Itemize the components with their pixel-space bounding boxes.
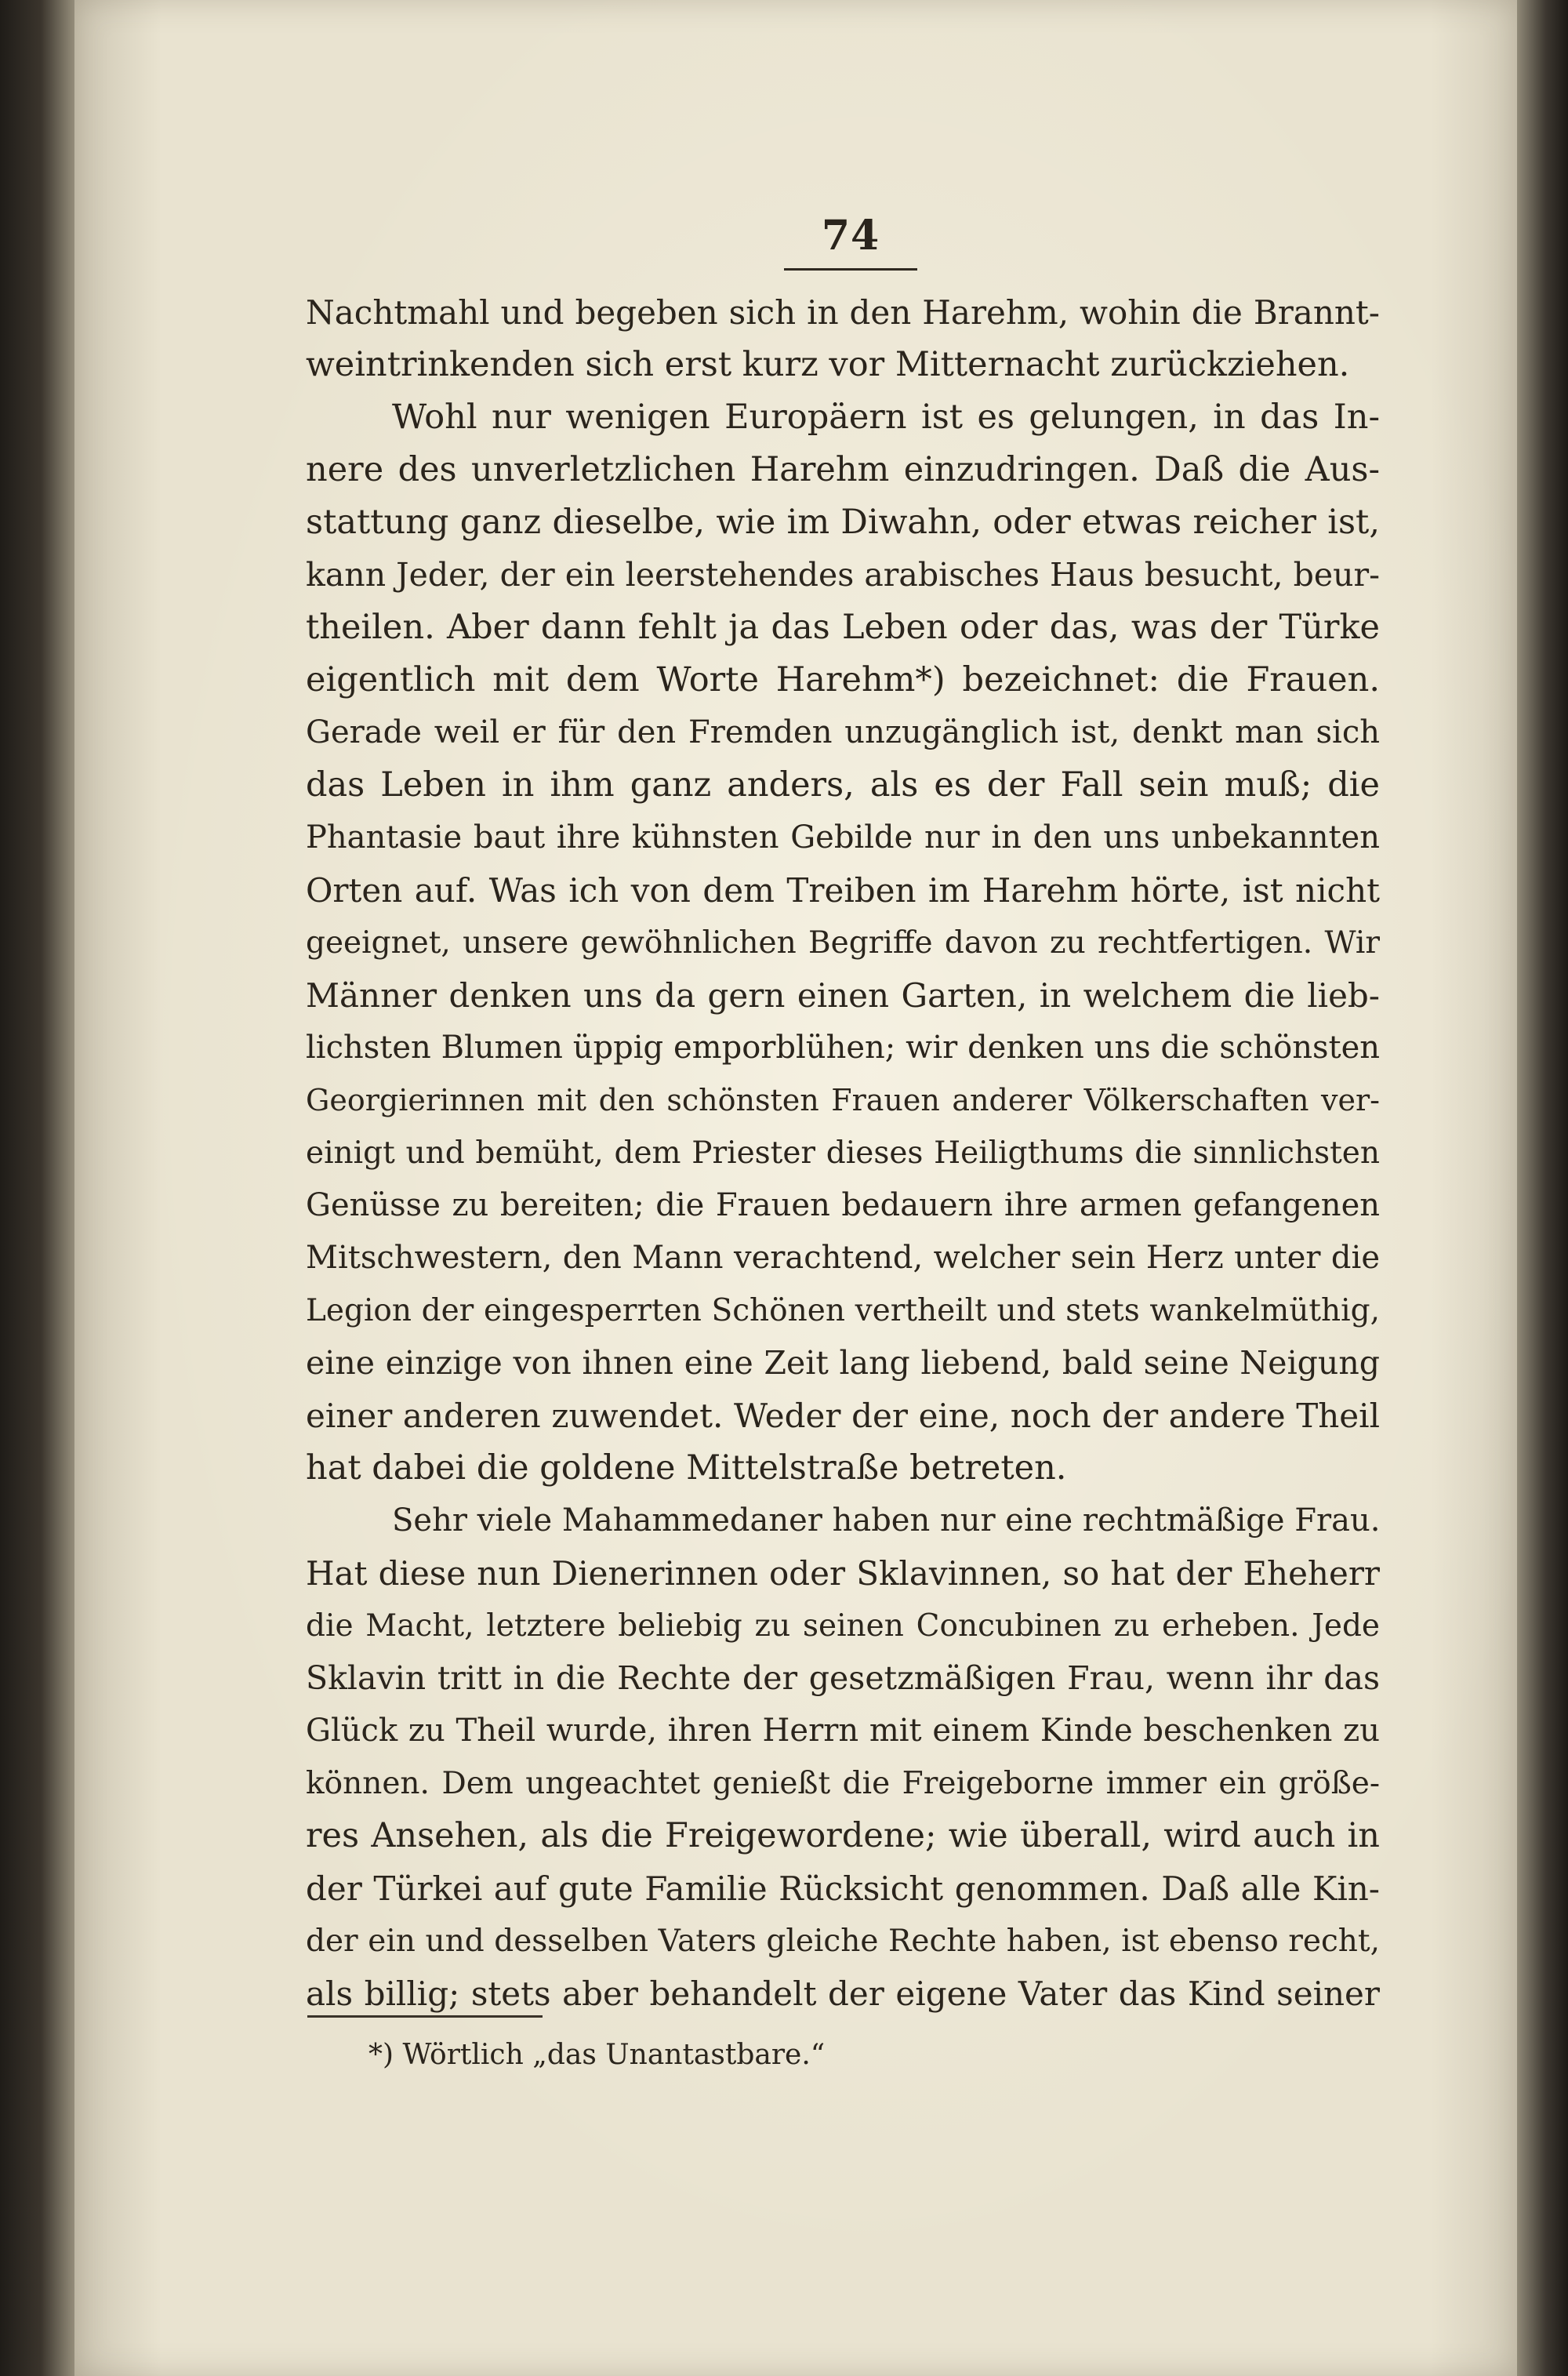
text-line: eigentlich mit dem Worte Harehm*) bezeichnet: die Frauen. [306,660,1380,699]
text-line: Georgierinnen mit den schönsten Frauen anderer Völkerschaften ver- [306,1083,1380,1117]
text-line: Wohl nur wenigen Europäern ist es gelungen, in das In- [392,398,1380,437]
text-line: Phantasie baut ihre kühnsten Gebilde nur in den uns unbekannten [306,819,1380,856]
text-line: der Türkei auf gute Familie Rücksicht genommen. Daß alle Kin- [306,1869,1380,1908]
text-line: Glück zu Theil wurde, ihren Herrn mit einem Kinde beschenken zu [306,1713,1380,1749]
text-line: einer anderen zuwendet. Weder der eine, noch der andere Theil [306,1397,1380,1435]
body-text [306,286,1380,2020]
text-line: geeignet, unsere gewöhnlichen Begriffe davon zu rechtfertigen. Wir [306,925,1380,961]
right-page-edge [1513,0,1568,2376]
footnote-rule [307,2015,543,2018]
text-line: res Ansehen, als die Freigewordene; wie überall, wird auch in [306,1816,1380,1855]
text-line: Männer denken uns da gern einen Garten, in welchem die lieb- [306,976,1380,1015]
text-line: Hat diese nun Dienerinnen oder Sklavinnen, so hat der Eheherr [306,1554,1380,1593]
text-line: Orten auf. Was ich von dem Treiben im Harehm hörte, ist nicht [306,871,1380,910]
text-line: Sehr viele Mahammedaner haben nur eine rechtmäßige Frau. [392,1502,1380,1539]
text-line: Mitschwestern, den Mann verachtend, welcher sein Herz unter die [306,1240,1380,1276]
text-line: der ein und desselben Vaters gleiche Rechte haben, ist ebenso recht, [306,1924,1380,1959]
text-line: Gerade weil er für den Fremden unzugänglich ist, denkt man sich [306,714,1380,750]
text-line: theilen. Aber dann fehlt ja das Leben oder das, was der Türke [306,608,1380,647]
text-line: Genüsse zu bereiten; die Frauen bedauern ihre armen gefangenen [306,1187,1380,1223]
page-number-rule [784,268,917,271]
footnote: *) Wörtlich „das Unantastbare.“ [368,2039,826,2071]
text-line: stattung ganz dieselbe, wie im Diwahn, oder etwas reicher ist, [306,503,1380,542]
text-line: Nachtmahl und begeben sich in den Harehm, wohin die Brannt- [306,293,1380,332]
text-line: weintrinkenden sich erst kurz vor Mitternacht zurückziehen. [306,345,1350,384]
text-line: kann Jeder, der ein leerstehendes arabisches Haus besucht, beur- [306,556,1380,594]
text-line: Legion der eingesperrten Schönen vertheilt und stets wankelmüthig, [306,1293,1380,1328]
text-line: nere des unverletzlichen Harehm einzudringen. Daß die Aus- [306,450,1380,489]
text-line: die Macht, letztere beliebig zu seinen Concubinen zu erheben. Jede [306,1608,1380,1644]
text-line: als billig; stets aber behandelt der eigene Vater das Kind seiner [306,1975,1380,2013]
text-line: können. Dem ungeachtet genießt die Freigeborne immer ein größe- [306,1766,1380,1801]
text-line: Sklavin tritt in die Rechte der gesetzmäßigen Frau, wenn ihr das [306,1659,1380,1697]
text-line: eine einzige von ihnen eine Zeit lang liebend, bald seine Neigung [306,1344,1380,1382]
page-number: 74 [821,212,880,260]
text-line: einigt und bemüht, dem Priester dieses Heiligthums die sinnlichsten [306,1135,1380,1171]
text-line: lichsten Blumen üppig emporblühen; wir denken uns die schönsten [306,1030,1380,1066]
text-line: das Leben in ihm ganz anders, als es der Fall sein muß; die [306,765,1380,805]
text-line: hat dabei die goldene Mittelstraße betreten. [306,1448,1067,1488]
